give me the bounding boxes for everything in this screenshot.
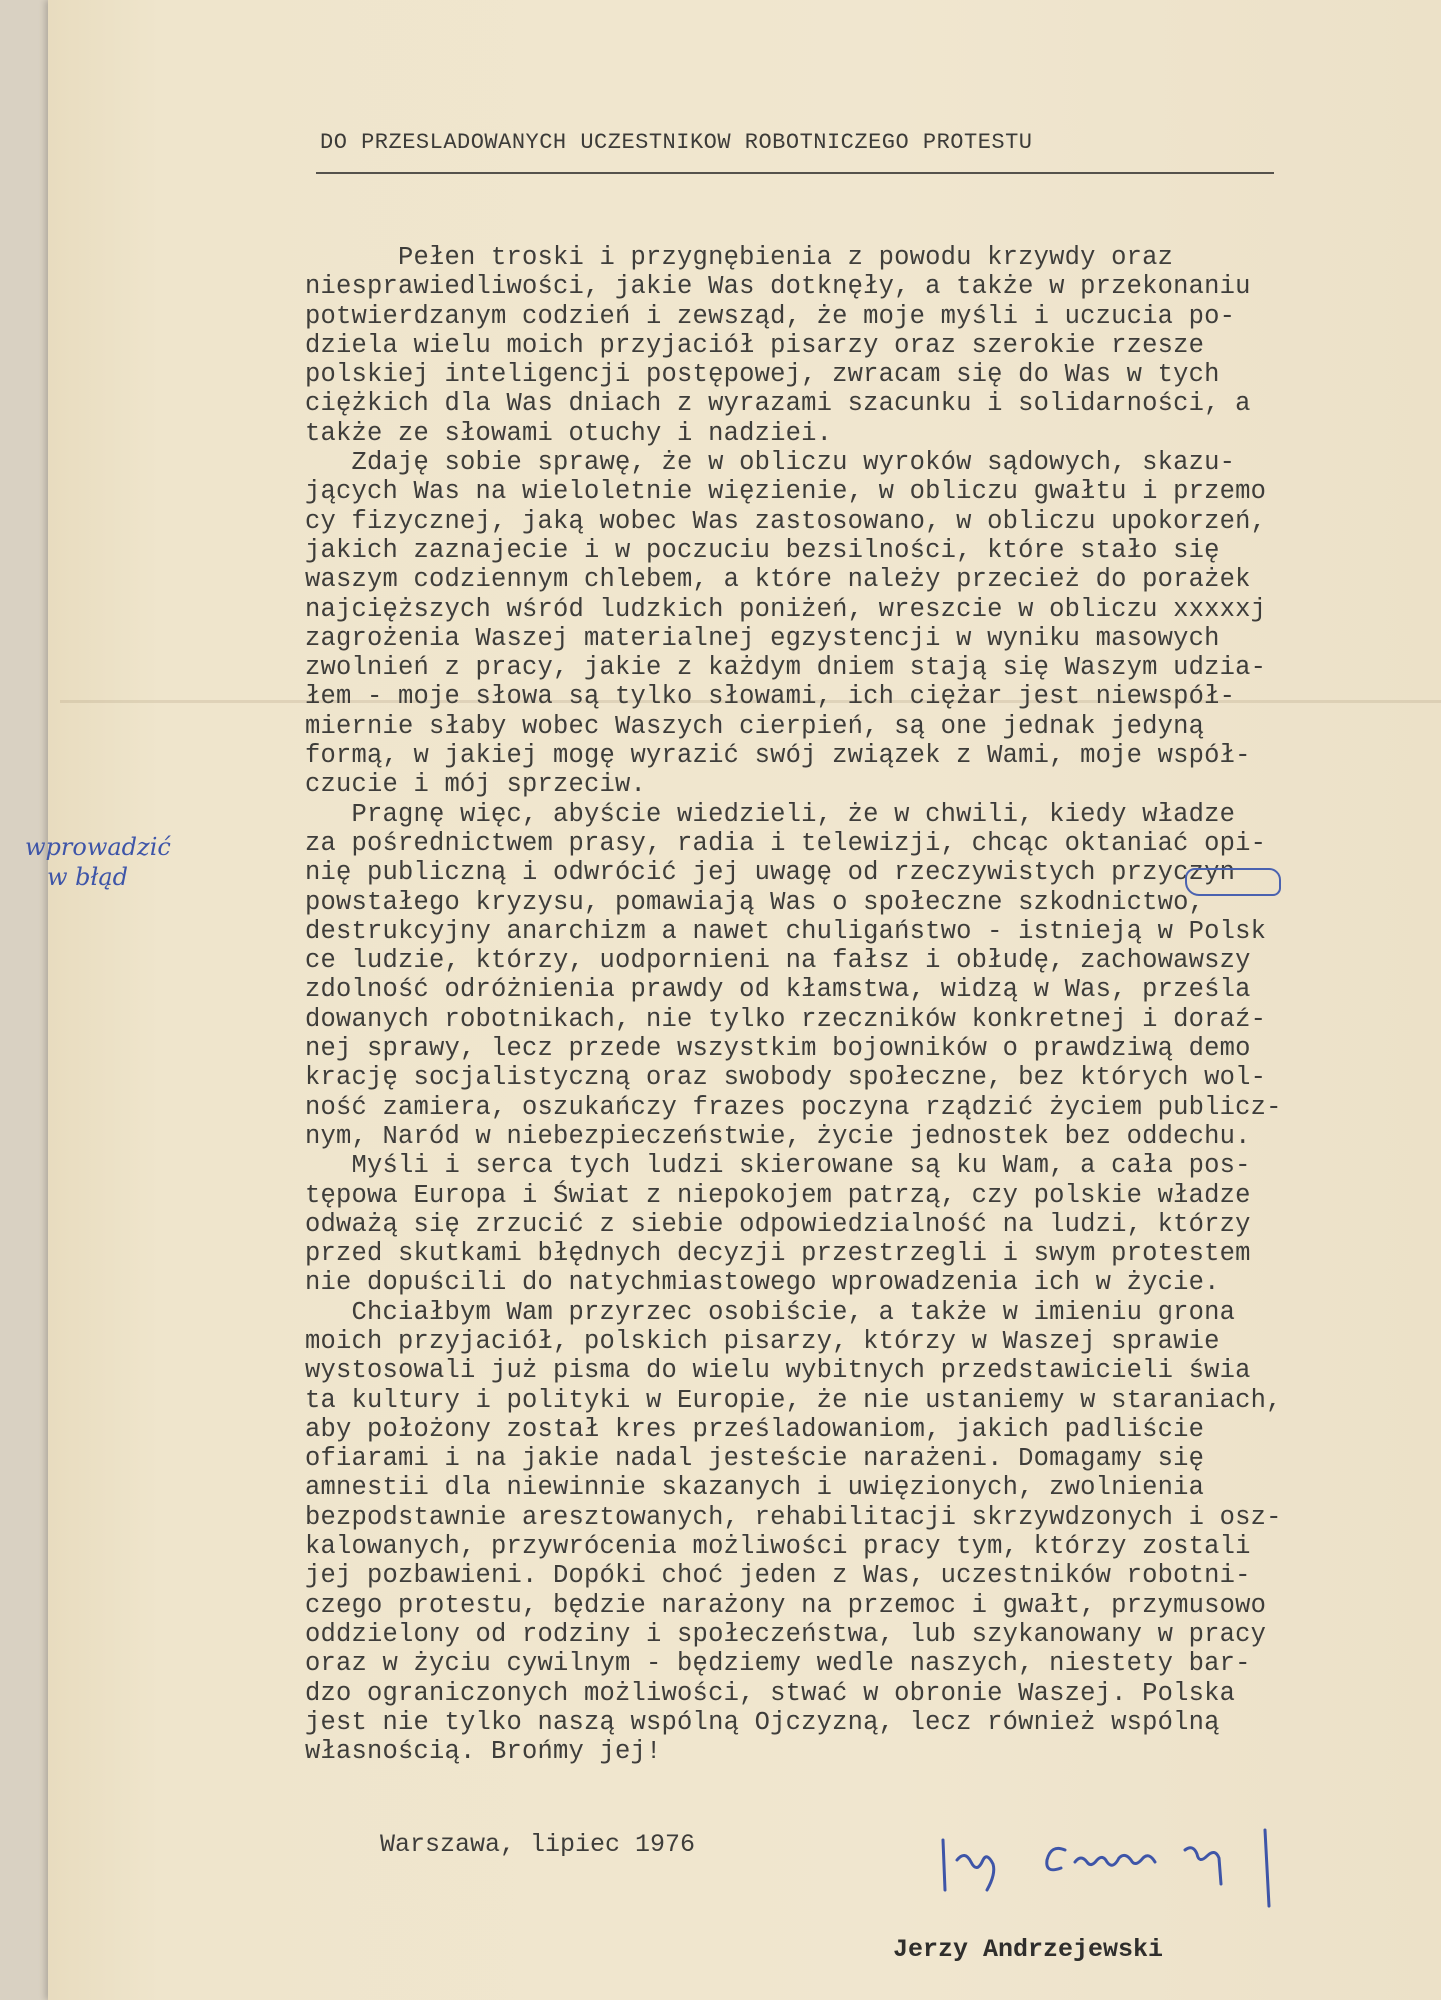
text-line: jących Was na wieloletnie więzienie, w obliczu gwałtu i przemo xyxy=(305,477,1267,507)
text-line: dowanych robotnikach, nie tylko rzeczników konkretnej i doraź- xyxy=(305,1004,1267,1034)
text-line: formą, w jakiej mogę wyrazić swój związek z Wami, moje współ- xyxy=(305,741,1251,771)
text-line: dzo ograniczonych możliwości, stwać w obronie Waszej. Polska xyxy=(305,1678,1236,1708)
handwritten-margin-note xyxy=(25,832,245,892)
text-line: dziela wielu moich przyjaciół pisarzy oraz szerokie rzesze xyxy=(305,330,1205,360)
text-line: cy fizycznej, jaką wobec Was zastosowano, w obliczu upokorzeń, xyxy=(305,506,1267,536)
text-line: zwolnień z pracy, jakie z każdym dniem stają się Waszym udzia- xyxy=(305,653,1267,683)
title-underline xyxy=(316,172,1274,174)
text-line: waszym codziennym chlebem, a które należy przecież do porażek xyxy=(305,565,1251,595)
text-line: nym, Naród w niebezpieczeństwie, życie jednostek bez oddechu. xyxy=(305,1121,1251,1151)
text-line: odważą się zrzucić z siebie odpowiedzialność na ludzi, którzy xyxy=(305,1209,1251,1239)
document-title: DO PRZESLADOWANYCH UCZESTNIKOW ROBOTNICZEGO PROTESTU xyxy=(320,130,1033,155)
text-line: potwierdzanym codzień i zewsząd, że moje myśli i uczucia po- xyxy=(305,301,1236,331)
text-line: oraz w życiu cywilnym - będziemy wedle naszych, niestety bar- xyxy=(305,1649,1251,1679)
text-line: wystosowali już pisma do wielu wybitnych przedstawicieli świa xyxy=(305,1356,1251,1386)
text-line: niesprawiedliwości, jakie Was dotknęły, a także w przekonaniu xyxy=(305,272,1251,302)
text-line: własnością. Brońmy jej! xyxy=(305,1737,662,1767)
text-line: Myśli i serca tych ludzi skierowane są ku Wam, a cała pos- xyxy=(305,1151,1251,1181)
letter-body xyxy=(305,243,1440,1766)
text-line: destrukcyjny anarchizm a nawet chuligaństwo - istnieją w Polsk xyxy=(305,916,1267,946)
text-line: łem - moje słowa są tylko słowami, ich ciężar jest niewspół- xyxy=(305,682,1236,712)
text-line: najcięższych wśród ludzkich poniżeń, wreszcie w obliczu xxxxxj xyxy=(305,594,1267,624)
text-line: Pełen troski i przygnębienia z powodu krzywdy oraz xyxy=(305,243,1174,272)
text-line: za pośrednictwem prasy, radia i telewizji, chcąc oktaniać opi- xyxy=(305,828,1267,858)
text-line: moich przyjaciół, polskich pisarzy, którzy w Waszej sprawie xyxy=(305,1326,1220,1356)
margin-note-line: wprowadzić xyxy=(25,833,171,861)
text-line: ofiarami i na jakie nadal jesteście narażeni. Domagamy się xyxy=(305,1444,1205,1474)
text-line: ce ludzie, którzy, uodpornieni na fałsz i obłudę, zachowawszy xyxy=(305,946,1251,976)
text-line: czucie i mój sprzeciw. xyxy=(305,770,647,800)
text-line: jakich zaznajecie i w poczuciu bezsilności, które stało się xyxy=(305,535,1220,565)
text-line: nię publiczną i odwrócić jej uwagę od rzeczywistych przyczyn xyxy=(305,858,1236,888)
text-line: bezpodstawnie aresztowanych, rehabilitacji skrzywdzonych i osz- xyxy=(305,1502,1282,1532)
text-line: czego protestu, będzie narażony na przemoc i gwałt, przymusowo xyxy=(305,1590,1267,1620)
text-line: krację socjalistyczną oraz swobody społeczne, bez których wol- xyxy=(305,1063,1267,1093)
text-line: zagrożenia Waszej materialnej egzystencji w wyniku masowych xyxy=(305,623,1220,653)
text-line: Chciałbym Wam przyrzec osobiście, a także w imieniu grona xyxy=(305,1297,1236,1327)
text-line: zdolność odróżnienia prawdy od kłamstwa, widzą w Was, prześla xyxy=(305,975,1251,1005)
text-line: polskiej inteligencji postępowej, zwracam się do Was w tych xyxy=(305,360,1220,390)
text-line: tępowa Europa i Świat z niepokojem patrzą, czy polskie władze xyxy=(305,1180,1251,1210)
text-line: oddzielony od rodziny i społeczeństwa, lub szykanowany w pracy xyxy=(305,1619,1267,1649)
text-line: jej pozbawieni. Dopóki choć jeden z Was, uczestników robotni- xyxy=(305,1561,1251,1591)
text-line: amnestii dla niewinnie skazanych i uwięzionych, zwolnienia xyxy=(305,1473,1205,1503)
text-line: nej sprawy, lecz przede wszystkim bojowników o prawdziwą demo xyxy=(305,1034,1251,1064)
text-line: Pragnę więc, abyście wiedzieli, że w chwili, kiedy władze xyxy=(305,799,1236,829)
handwritten-signature xyxy=(935,1820,1285,1910)
author-name: Jerzy Andrzejewski xyxy=(893,1935,1164,1964)
text-line: także ze słowami otuchy i nadziei. xyxy=(305,418,833,448)
text-line: przed skutkami błędnych decyzji przestrzegli i swym protestem xyxy=(305,1239,1251,1269)
text-line: aby położony został kres prześladowaniom, jakich padliście xyxy=(305,1414,1205,1444)
margin-note-line: w błąd xyxy=(47,863,128,891)
text-line: jest nie tylko naszą wspólną Ojczyzną, lecz również wspólną xyxy=(305,1707,1220,1737)
place-and-date: Warszawa, lipiec 1976 xyxy=(380,1830,696,1859)
text-line: nie dopuścili do natychmiastowego wprowadzenia ich w życie. xyxy=(305,1268,1220,1298)
text-line: ciężkich dla Was dniach z wyrazami szacunku i solidarności, a xyxy=(305,389,1251,419)
text-line: miernie słaby wobec Waszych cierpień, są one jednak jedyną xyxy=(305,711,1205,741)
text-line: kalowanych, przywrócenia możliwości pracy tym, którzy zostali xyxy=(305,1532,1251,1562)
handwritten-correction-mark xyxy=(1185,868,1281,896)
text-line: powstałego kryzysu, pomawiają Was o społeczne szkodnictwo, xyxy=(305,887,1205,917)
text-line: Zdaję sobie sprawę, że w obliczu wyroków sądowych, skazu- xyxy=(305,448,1236,478)
text-line: ność zamiera, oszukańczy frazes poczyna rządzić życiem publicz- xyxy=(305,1092,1282,1122)
text-line: ta kultury i polityki w Europie, że nie ustaniemy w staraniach, xyxy=(305,1385,1282,1415)
